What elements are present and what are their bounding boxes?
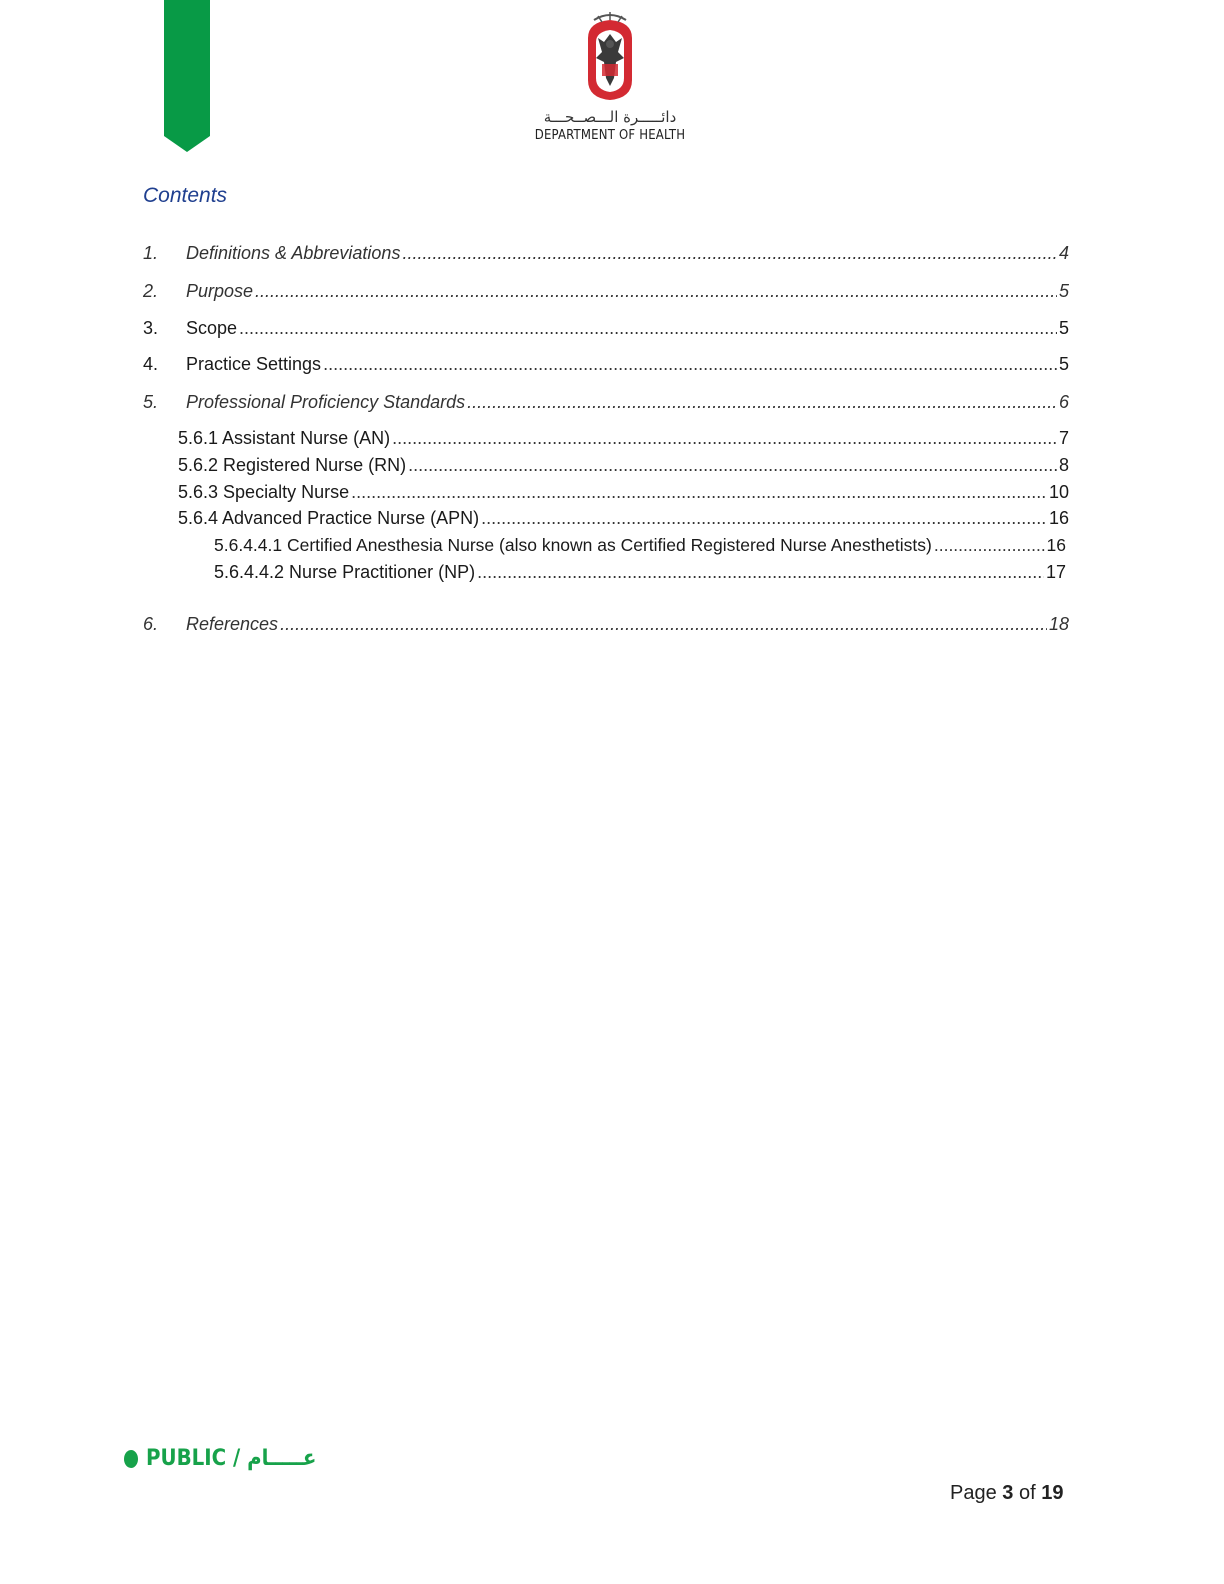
toc-entry-number: 5. [143,392,159,412]
toc-entry[interactable] [143,241,1069,265]
toc-entry[interactable] [143,316,1069,340]
toc-subentry[interactable] [178,426,1069,450]
toc-entry-page: 5 [1058,354,1069,374]
logo-english-text: DEPARTMENT OF HEALTH [534,128,686,143]
toc-entry-label: 5.6.3 Specialty Nurse [178,482,350,502]
falcon-emblem-icon [574,8,646,104]
page-prefix: Page [950,1482,997,1504]
toc-dot-leader [392,426,1057,450]
classification-label: PUBLIC / عـــــام [146,1446,317,1471]
toc-entry-page: 10 [1048,482,1069,502]
toc-dot-leader [280,612,1047,636]
classification-badge [124,1446,316,1471]
status-dot-icon [124,1450,138,1468]
toc-entry[interactable] [143,612,1069,636]
toc-dot-leader [351,480,1047,504]
toc-entry-number: 1. [143,243,159,263]
toc-entry-number: 4. [143,354,159,374]
toc-entry-label: 5.6.4.4.2 Nurse Practitioner (NP) [214,562,476,582]
toc-entry-label: Scope [186,318,238,338]
department-logo [520,8,700,143]
page-current: 3 [1002,1482,1014,1504]
toc-entry-page: 4 [1058,243,1069,263]
toc-entry-page: 17 [1045,562,1066,582]
toc-entry-page: 8 [1058,455,1069,475]
page-of: of [1018,1482,1036,1504]
toc-entry-label: 5.6.4.4.1 Certified Anesthesia Nurse (also known as Certified Registered Nurse Anesthetists) [214,535,932,555]
toc-subsubentry[interactable] [214,533,1066,557]
toc-entry-number: 3. [143,318,159,338]
toc-subsubentry[interactable] [214,560,1066,584]
toc-subentry[interactable] [178,480,1069,504]
toc-entry-label: Professional Proficiency Standards [186,392,466,412]
page-number [950,1482,1063,1505]
toc-subentry[interactable] [178,453,1069,477]
toc-dot-leader [481,506,1047,530]
toc-entry-label: 5.6.2 Registered Nurse (RN) [178,455,407,475]
toc-entry[interactable] [143,352,1069,376]
toc-dot-leader [255,279,1057,303]
toc-entry-page: 5 [1058,318,1069,338]
toc-dot-leader [477,560,1044,584]
green-ribbon-tab [164,0,210,152]
toc-entry-number: 2. [143,281,159,301]
toc-entry-page: 7 [1058,428,1069,448]
toc-entry[interactable] [143,279,1069,303]
toc-dot-leader [467,390,1057,414]
toc-dot-leader [934,533,1045,557]
logo-arabic-text: دائـــــرة الـــصــحـــة [543,108,677,126]
toc-entry-label: Definitions & Abbreviations [186,243,401,263]
toc-entry-label: References [186,614,279,634]
toc-entry-page: 18 [1048,614,1069,634]
toc-entry-label: Practice Settings [186,354,322,374]
toc-entry[interactable] [143,390,1069,414]
toc-entry-page: 16 [1048,508,1069,528]
toc-entry-number: 6. [143,614,159,634]
toc-dot-leader [402,241,1057,265]
toc-entry-label: 5.6.4 Advanced Practice Nurse (APN) [178,508,480,528]
toc-entry-page: 6 [1058,392,1069,412]
toc-entry-label: 5.6.1 Assistant Nurse (AN) [178,428,391,448]
toc-dot-leader [239,316,1057,340]
toc-entry-page: 16 [1046,535,1066,555]
page-total: 19 [1041,1482,1064,1504]
toc-subentry[interactable] [178,506,1069,530]
toc-entry-label: Purpose [186,281,254,301]
toc-entry-page: 5 [1058,281,1069,301]
toc-dot-leader [323,352,1057,376]
toc-dot-leader [408,453,1057,477]
contents-heading: Contents [143,184,228,207]
